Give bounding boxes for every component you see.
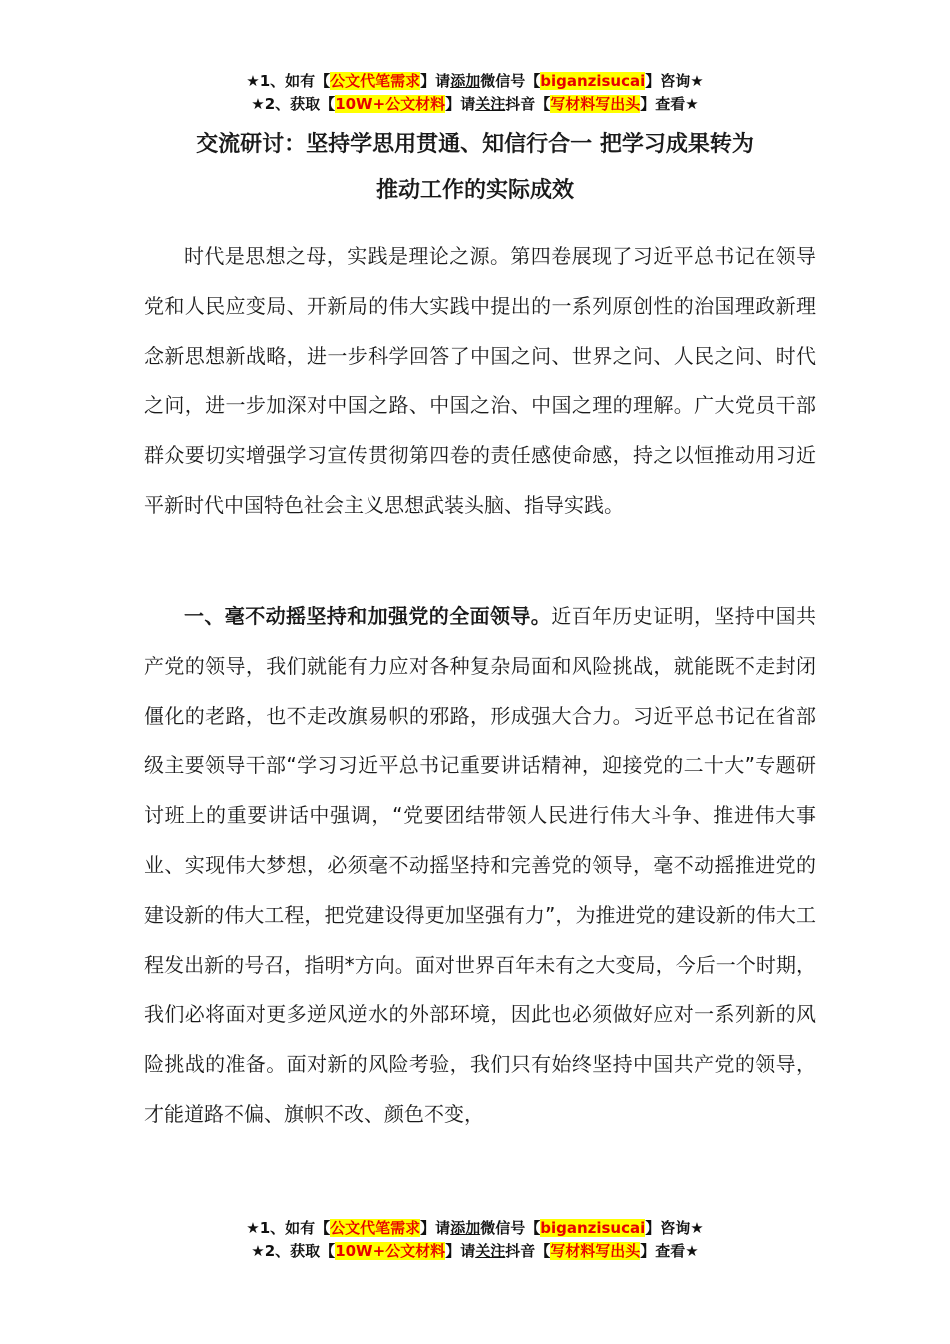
paragraph-text: 时代是思想之母，实践是理论之源。第四卷展现了习近平总书记在领导党和人民应变局、开新局的伟大实践中提出的一系列原创性的治国理政新理念新思想新战略，进一步科学回答了中国之问、世界之问、人民之问、时代之问，进一步加深对中国之路、中国之治、中国之理的理解。广大党员干部群众要切实增强学习宣传贯彻第四卷的责任感使命感，持之以恒推动用习近平新时代中国特色社会主义思想武装头脑、指导实践。 (144, 244, 816, 517)
promo-text: 】咨询★ (645, 1219, 704, 1237)
promo-text: 】请 (445, 1242, 476, 1260)
promo-text: 】请 (420, 72, 451, 90)
section-heading: 一、毫不动摇坚持和加强党的全面领导。 (184, 604, 552, 628)
promo-text: 】请 (445, 95, 476, 113)
promo-text: ★2、获取【 (251, 1242, 336, 1260)
promo-banner-top (0, 70, 950, 116)
wechat-id-highlight: biganzisucai (540, 1219, 646, 1237)
promo-text: ★1、如有【 (246, 72, 331, 90)
promo-line-2 (0, 1240, 950, 1263)
promo-emphasis: 关注 (475, 95, 506, 113)
promo-banner-bottom (0, 1217, 950, 1263)
douyin-id-highlight: 写材料写出头 (550, 1242, 641, 1260)
promo-text: 微信号【 (480, 1219, 541, 1237)
promo-text: 】请 (420, 1219, 451, 1237)
promo-text: 】查看★ (640, 95, 699, 113)
promo-emphasis: 添加 (450, 72, 481, 90)
paragraph-section-1 (144, 592, 816, 1140)
promo-emphasis: 关注 (475, 1242, 506, 1260)
document-title (100, 122, 850, 214)
promo-highlight: 10W+公文材料 (335, 95, 446, 113)
promo-line-2 (0, 93, 950, 116)
title-line-2: 推动工作的实际成效 (375, 178, 574, 203)
douyin-id-highlight: 写材料写出头 (550, 95, 641, 113)
paragraph-text (144, 592, 816, 1140)
promo-text: 抖音【 (505, 95, 551, 113)
promo-text: 】咨询★ (645, 72, 704, 90)
section-body: 近百年历史证明，坚持中国共产党的领导，我们就能有力应对各种复杂局面和风险挑战，就能既不走封闭僵化的老路，也不走改旗易帜的邪路，形成强大合力。习近平总书记在省部级主要领导干部“学习习近平总书记重要讲话精神，迎接党的二十大”专题研讨班上的重要讲话中强调，“党要团结带领人民进行伟大斗争、推进伟大事业、实现伟大梦想，必须毫不动摇坚持和完善党的领导，毫不动摇推进党的建设新的伟大工程，把党建设得更加坚强有力”，为推进党的建设新的伟大工程发出新的号召，指明*方向。面对世界百年未有之大变局，今后一个时期，我们必将面对更多逆风逆水的外部环境，因此也必须做好应对一系列新的风险挑战的准备。面对新的风险考验，我们只有始终坚持中国共产党的领导，才能道路不偏、旗帜不改、颜色不变， (144, 604, 817, 1126)
promo-highlight: 10W+公文材料 (335, 1242, 446, 1260)
promo-highlight: 公文代笔需求 (330, 1219, 421, 1237)
promo-text: ★1、如有【 (246, 1219, 331, 1237)
title-line-1: 交流研讨：坚持学思用贯通、知信行合一 把学习成果转为 (196, 132, 754, 157)
promo-text: ★2、获取【 (251, 95, 336, 113)
promo-text: 微信号【 (480, 72, 541, 90)
promo-highlight: 公文代笔需求 (330, 72, 421, 90)
promo-line-1 (0, 1217, 950, 1240)
wechat-id-highlight: biganzisucai (540, 72, 646, 90)
paragraph-intro (144, 232, 816, 531)
promo-text: 抖音【 (505, 1242, 551, 1260)
promo-emphasis: 添加 (450, 1219, 481, 1237)
promo-text: 】查看★ (640, 1242, 699, 1260)
promo-line-1 (0, 70, 950, 93)
